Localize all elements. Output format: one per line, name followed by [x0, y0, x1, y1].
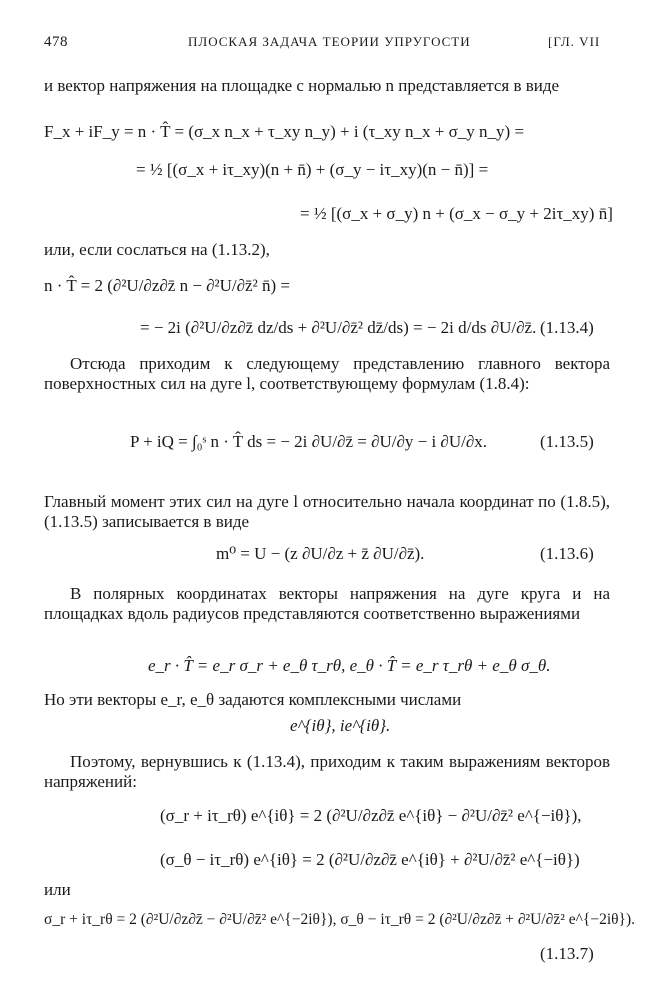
- equation-line-11: (σ_θ − iτ_rθ) e^{iθ} = 2 (∂²U/∂z∂z̄ e^{iθ} + ∂²U/∂z̄² e^{−iθ}): [160, 850, 580, 869]
- paragraph-5: В полярных координатах векторы напряжения на дуге круга и на площадках вдоль радиусов представляются соответственно выражениями: [44, 584, 610, 623]
- equation-line-8: e_r · T̂ = e_r σ_r + e_θ τ_rθ, e_θ · T̂ = e_r τ_rθ + e_θ σ_θ.: [148, 656, 551, 675]
- equation-line-4: n · T̂ = 2 (∂²U/∂z∂z̄ n − ∂²U/∂z̄² n̄) =: [44, 276, 290, 295]
- paragraph-8: или: [44, 880, 71, 899]
- paragraph-1: и вектор напряжения на площадке с нормалью n представляется в виде: [44, 76, 560, 95]
- equation-number-1-13-7: (1.13.7): [540, 944, 594, 963]
- equation-line-9: e^{iθ}, ie^{iθ}.: [290, 716, 391, 735]
- equation-number-1-13-4: (1.13.4): [540, 318, 594, 337]
- paragraph-4: Главный момент этих сил на дуге l относительно начала координат по (1.8.5), (1.13.5) записывается в виде: [44, 492, 610, 531]
- chapter-label: [ГЛ. VII: [548, 34, 601, 49]
- equation-line-1: F_x + iF_y = n · T̂ = (σ_x n_x + τ_xy n_y) + i (τ_xy n_x + σ_y n_y) =: [44, 122, 525, 141]
- equation-line-3: = ½ [(σ_x + σ_y) n + (σ_x − σ_y + 2iτ_xy) n̄]: [300, 204, 613, 223]
- equation-line-2: = ½ [(σ_x + iτ_xy)(n + n̄) + (σ_y − iτ_xy)(n − n̄)] =: [136, 160, 489, 179]
- equation-line-7: m⁰ = U − (z ∂U/∂z + z̄ ∂U/∂z̄).: [216, 544, 425, 563]
- equation-line-12: σ_r + iτ_rθ = 2 (∂²U/∂z∂z̄ − ∂²U/∂z̄² e^{−2iθ}), σ_θ − iτ_rθ = 2 (∂²U/∂z∂z̄ + ∂²U/∂z̄² e^{−2iθ}).: [44, 911, 636, 928]
- equation-line-10: (σ_r + iτ_rθ) e^{iθ} = 2 (∂²U/∂z∂z̄ e^{iθ} − ∂²U/∂z̄² e^{−iθ}),: [160, 806, 582, 825]
- paragraph-3: Отсюда приходим к следующему представлению главного вектора поверхностных сил на дуге l, соответствующему формулам (1.8.4):: [44, 354, 610, 393]
- equation-line-6: P + iQ = ∫₀ˢ n · T̂ ds = − 2i ∂U/∂z̄ = ∂U/∂y − i ∂U/∂x.: [130, 432, 487, 451]
- running-title: ПЛОСКАЯ ЗАДАЧА ТЕОРИИ УПРУГОСТИ: [188, 34, 471, 49]
- paragraph-2: или, если сослаться на (1.13.2),: [44, 240, 270, 259]
- paragraph-7: Поэтому, вернувшись к (1.13.4), приходим к таким выражениям векторов напряжений:: [44, 752, 610, 791]
- equation-number-1-13-6: (1.13.6): [540, 544, 594, 563]
- paragraph-6: Но эти векторы e_r, e_θ задаются комплексными числами: [44, 690, 462, 709]
- page-number: 478: [44, 34, 68, 50]
- equation-line-5: = − 2i (∂²U/∂z∂z̄ dz/ds + ∂²U/∂z̄² dz̄/ds) = − 2i d/ds ∂U/∂z̄.: [140, 318, 537, 337]
- equation-number-1-13-5: (1.13.5): [540, 432, 594, 451]
